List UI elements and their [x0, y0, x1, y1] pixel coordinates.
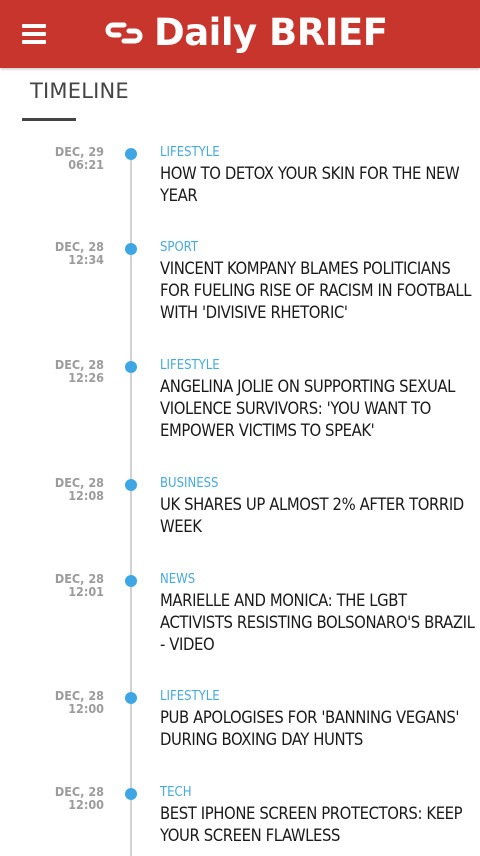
- entry-time: 12:26: [68, 370, 104, 385]
- headline-link[interactable]: VINCENT KOMPANY BLAMES POLITICIANS FOR FUELING RISE OF RACISM IN FOOTBALL WITH 'DIVISIVE RHETORIC': [160, 259, 472, 322]
- entry-date: [34, 476, 104, 502]
- entry-date: [34, 785, 104, 811]
- entry-time: 12:01: [68, 584, 104, 599]
- entry-date: [34, 240, 104, 266]
- menu-icon-bar: [22, 40, 46, 44]
- menu-icon: [22, 24, 46, 28]
- entry-day: DEC, 28: [54, 571, 104, 586]
- entry-date: [34, 572, 104, 598]
- entry-time: 12:34: [68, 252, 104, 267]
- logo-icon: [104, 18, 144, 48]
- entry-day: DEC, 28: [54, 688, 104, 703]
- hamburger-menu-button[interactable]: [14, 20, 54, 48]
- menu-icon-bar: [22, 32, 46, 36]
- timeline-dot: [125, 479, 137, 491]
- timeline-dot: [125, 692, 137, 704]
- headline-link[interactable]: UK SHARES UP ALMOST 2% AFTER TORRID WEEK: [160, 495, 464, 536]
- entry-day: DEC, 29: [54, 144, 104, 159]
- entry-time: 12:00: [68, 797, 104, 812]
- page-title: TIMELINE: [30, 79, 129, 103]
- entry-date: [34, 145, 104, 171]
- entry-date: [34, 358, 104, 384]
- entry-time: 06:21: [68, 157, 104, 172]
- category-link[interactable]: LIFESTYLE: [160, 689, 220, 704]
- timeline-line: [130, 156, 132, 856]
- entry-day: DEC, 28: [54, 784, 104, 799]
- timeline-dot: [125, 788, 137, 800]
- timeline-dot: [125, 575, 137, 587]
- entry-day: DEC, 28: [54, 239, 104, 254]
- headline-link[interactable]: BEST IPHONE SCREEN PROTECTORS: KEEP YOUR SCREEN FLAWLESS: [160, 804, 463, 845]
- timeline-dot: [125, 361, 137, 373]
- entry-day: DEC, 28: [54, 475, 104, 490]
- category-link[interactable]: LIFESTYLE: [160, 145, 220, 160]
- category-link[interactable]: NEWS: [160, 572, 196, 587]
- headline-link[interactable]: PUB APOLOGISES FOR 'BANNING VEGANS' DURING BOXING DAY HUNTS: [160, 708, 460, 749]
- headline-link[interactable]: MARIELLE AND MONICA: THE LGBT ACTIVISTS RESISTING BOLSONARO'S BRAZIL - VIDEO: [160, 591, 475, 654]
- timeline-dot: [125, 148, 137, 160]
- entry-time: 12:00: [68, 701, 104, 716]
- app-header: [0, 0, 480, 68]
- entry-time: 12:08: [68, 488, 104, 503]
- entry-day: DEC, 28: [54, 357, 104, 372]
- category-link[interactable]: LIFESTYLE: [160, 358, 220, 373]
- headline-link[interactable]: ANGELINA JOLIE ON SUPPORTING SEXUAL VIOLENCE SURVIVORS: 'YOU WANT TO EMPOWER VICTIMS TO SPEAK': [160, 377, 456, 440]
- category-link[interactable]: SPORT: [160, 240, 199, 255]
- category-link[interactable]: BUSINESS: [160, 476, 219, 491]
- logo-text: Daily BRIEF: [154, 11, 388, 54]
- entry-date: [34, 689, 104, 715]
- logo[interactable]: [104, 10, 388, 56]
- title-underline: [22, 118, 76, 121]
- headline-link[interactable]: HOW TO DETOX YOUR SKIN FOR THE NEW YEAR: [160, 164, 460, 205]
- category-link[interactable]: TECH: [160, 785, 192, 800]
- timeline-dot: [125, 243, 137, 255]
